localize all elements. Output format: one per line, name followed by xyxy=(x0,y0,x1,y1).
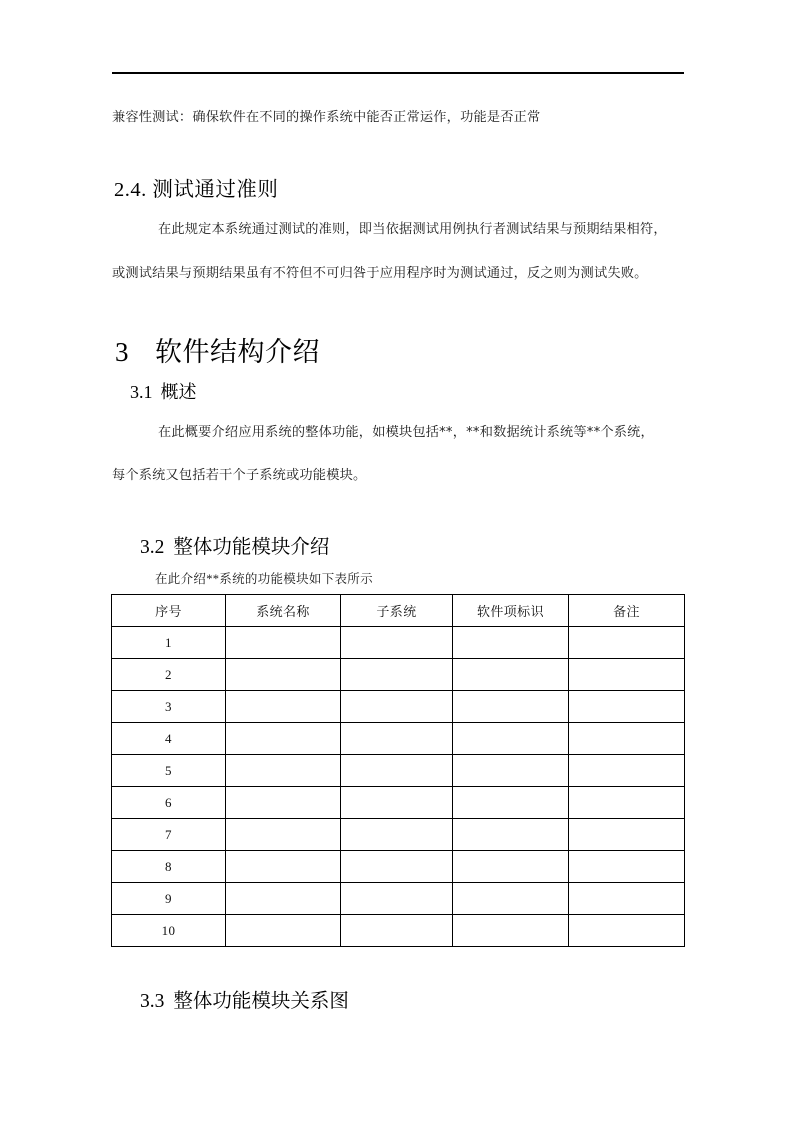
table-cell-software-id[interactable] xyxy=(453,787,569,819)
table-row xyxy=(112,915,685,947)
table-cell-subsystem[interactable] xyxy=(341,819,453,851)
table-cell-index[interactable]: 1 xyxy=(112,627,226,659)
table-cell-system-name[interactable] xyxy=(226,819,341,851)
table-header-cell: 备注 xyxy=(569,595,685,627)
table-cell-subsystem[interactable] xyxy=(341,787,453,819)
table-cell-subsystem[interactable] xyxy=(341,915,453,947)
heading-3-3-number: 3.3 xyxy=(140,991,165,1012)
table-cell-software-id[interactable] xyxy=(453,819,569,851)
table-row xyxy=(112,851,685,883)
heading-3 xyxy=(115,330,320,369)
heading-3-2 xyxy=(140,531,329,559)
section-2-4-paragraph-line-1: 在此规定本系统通过测试的准则，即当依据测试用例执行者测试结果与预期结果相符， xyxy=(158,222,667,237)
table-cell-subsystem[interactable] xyxy=(341,659,453,691)
table-cell-software-id[interactable] xyxy=(453,915,569,947)
heading-3-3 xyxy=(140,985,349,1013)
table-cell-subsystem[interactable] xyxy=(341,627,453,659)
table-cell-subsystem[interactable] xyxy=(341,883,453,915)
table-cell-system-name[interactable] xyxy=(226,755,341,787)
section-2-4-paragraph-line-2: 或测试结果与预期结果虽有不符但不可归咎于应用程序时为测试通过，反之则为测试失败。 xyxy=(112,266,648,281)
table-header-cell: 子系统 xyxy=(341,595,453,627)
table-row xyxy=(112,723,685,755)
table-cell-software-id[interactable] xyxy=(453,755,569,787)
table-cell-index[interactable]: 7 xyxy=(112,819,226,851)
table-cell-index[interactable]: 2 xyxy=(112,659,226,691)
heading-2-4-title: 测试通过准则 xyxy=(152,179,279,201)
heading-3-1 xyxy=(130,378,197,404)
table-row xyxy=(112,787,685,819)
table-cell-software-id[interactable] xyxy=(453,659,569,691)
table-cell-remark[interactable] xyxy=(569,627,685,659)
heading-2-4 xyxy=(114,172,278,202)
table-row xyxy=(112,659,685,691)
table-cell-index[interactable]: 3 xyxy=(112,691,226,723)
table-cell-subsystem[interactable] xyxy=(341,755,453,787)
table-header-cell: 软件项标识 xyxy=(453,595,569,627)
table-row xyxy=(112,819,685,851)
table-cell-system-name[interactable] xyxy=(226,659,341,691)
table-row xyxy=(112,755,685,787)
table-cell-software-id[interactable] xyxy=(453,723,569,755)
table-cell-remark[interactable] xyxy=(569,723,685,755)
table-row xyxy=(112,691,685,723)
table-header-cell: 序号 xyxy=(112,595,226,627)
heading-3-2-number: 3.2 xyxy=(140,537,165,558)
heading-3-title: 软件结构介绍 xyxy=(155,337,320,367)
table-cell-remark[interactable] xyxy=(569,659,685,691)
heading-3-2-title: 整体功能模块介绍 xyxy=(173,537,330,558)
heading-3-3-title: 整体功能模块关系图 xyxy=(173,991,349,1012)
table-cell-index[interactable]: 6 xyxy=(112,787,226,819)
heading-3-1-title: 概述 xyxy=(160,382,197,402)
section-3-1-paragraph-line-2: 每个系统又包括若干个子系统或功能模块。 xyxy=(112,468,367,483)
heading-3-number: 3 xyxy=(115,337,129,367)
table-cell-subsystem[interactable] xyxy=(341,851,453,883)
table-cell-subsystem[interactable] xyxy=(341,723,453,755)
table-cell-software-id[interactable] xyxy=(453,883,569,915)
table-cell-remark[interactable] xyxy=(569,755,685,787)
module-table-caption: 在此介绍**系统的功能模块如下表所示 xyxy=(155,572,373,586)
module-table xyxy=(111,594,685,947)
table-cell-index[interactable]: 9 xyxy=(112,883,226,915)
section-3-1-paragraph-line-1: 在此概要介绍应用系统的整体功能，如模块包括**，**和数据统计系统等**个系统， xyxy=(158,425,654,440)
table-cell-remark[interactable] xyxy=(569,787,685,819)
table-header-row xyxy=(112,595,685,627)
table-cell-subsystem[interactable] xyxy=(341,691,453,723)
table-cell-remark[interactable] xyxy=(569,915,685,947)
table-cell-remark[interactable] xyxy=(569,691,685,723)
table-cell-system-name[interactable] xyxy=(226,691,341,723)
table-cell-index[interactable]: 8 xyxy=(112,851,226,883)
table-cell-system-name[interactable] xyxy=(226,883,341,915)
heading-3-1-number: 3.1 xyxy=(130,382,153,402)
table-cell-system-name[interactable] xyxy=(226,787,341,819)
table-cell-index[interactable]: 4 xyxy=(112,723,226,755)
table-cell-index[interactable]: 10 xyxy=(112,915,226,947)
table-cell-software-id[interactable] xyxy=(453,627,569,659)
table-cell-system-name[interactable] xyxy=(226,627,341,659)
table-cell-remark[interactable] xyxy=(569,819,685,851)
table-body xyxy=(112,627,685,947)
compatibility-test-line: 兼容性测试：确保软件在不同的操作系统中能否正常运作，功能是否正常 xyxy=(112,110,541,125)
table-row xyxy=(112,883,685,915)
table-cell-software-id[interactable] xyxy=(453,851,569,883)
table-cell-system-name[interactable] xyxy=(226,851,341,883)
table-cell-remark[interactable] xyxy=(569,851,685,883)
table-cell-remark[interactable] xyxy=(569,883,685,915)
table-cell-system-name[interactable] xyxy=(226,723,341,755)
table-cell-index[interactable]: 5 xyxy=(112,755,226,787)
page-header-rule xyxy=(112,72,684,74)
table-cell-software-id[interactable] xyxy=(453,691,569,723)
heading-2-4-number: 2.4. xyxy=(114,179,147,201)
table-row xyxy=(112,627,685,659)
table-cell-system-name[interactable] xyxy=(226,915,341,947)
table-header-cell: 系统名称 xyxy=(226,595,341,627)
